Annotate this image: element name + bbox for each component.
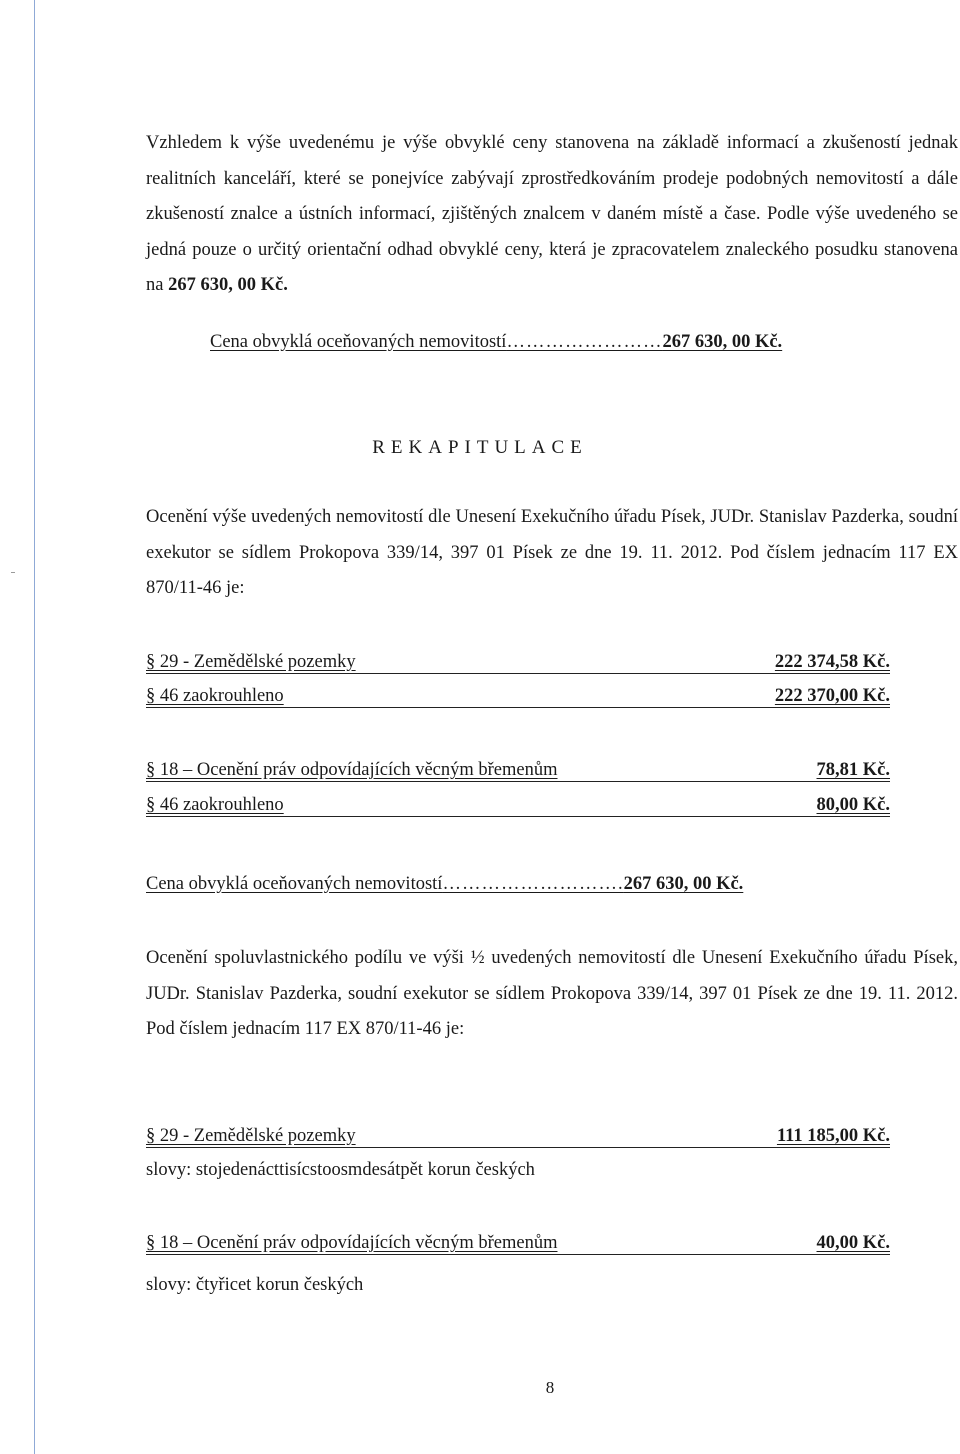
share-intro: Ocenění spoluvlastnického podílu ve výši ½ uvedených nemovitostí dle Unesení Exekučního úřadu Písek, JUDr. Stanislav Pazderka, soudní exekutor se sídlem Prokopova 339/14, 397 01 Písek ze dne 19. 11. 2012. Pod číslem jednacím 117 EX 870/11-46 je: xyxy=(146,948,958,1039)
total-1-dots: …………………… xyxy=(506,332,663,352)
total-2-amount: 267 630, 00 Kč. xyxy=(623,874,744,894)
intro-amount: 267 630, 00 Kč. xyxy=(168,275,288,295)
recap-row-a2-label: § 46 zaokrouhleno xyxy=(146,686,284,706)
recap-row-b1-label: § 18 – Ocenění práv odpovídajících věcným břemenům xyxy=(146,760,558,780)
share-row-1-words: slovy: stojedenácttisícstoosmdesátpět korun českých xyxy=(146,1160,535,1180)
margin-mark xyxy=(11,572,15,573)
section-heading: REKAPITULACE xyxy=(372,437,588,458)
recap-row-a2 xyxy=(146,685,890,708)
share-row-2 xyxy=(146,1232,890,1255)
margin-line xyxy=(34,0,35,1454)
total-2-label: Cena obvyklá oceňovaných nemovitostí xyxy=(146,874,443,894)
page-number: 8 xyxy=(545,1378,555,1397)
recap-row-b1-value: 78,81 Kč. xyxy=(816,760,890,780)
intro-text: Vzhledem k výše uvedenému je výše obvyklé ceny stanovena na základě informací a zkušeností jednak realitních kanceláří, které se ponejvíce zabývají zprostředkováním prodeje podobných nemovitostí a dále zkušeností znalce a ústních informací, zjištěných znalcem v daném místě a čase. Podle výše uvedeného se jedná pouze o určitý orientační odhad obvyklé ceny, která je zpracovatelem znaleckého posudku stanovena na xyxy=(146,133,958,295)
recap-row-a1-label: § 29 - Zemědělské pozemky xyxy=(146,652,356,672)
total-1-label: Cena obvyklá oceňovaných nemovitostí xyxy=(210,332,507,352)
intro-paragraph xyxy=(146,126,958,304)
recap-row-b2 xyxy=(146,794,890,817)
recap-row-a1 xyxy=(146,651,890,674)
total-2-dots: ………………………. xyxy=(442,874,624,894)
recap-row-b2-value: 80,00 Kč. xyxy=(816,795,890,815)
share-row-2-value: 40,00 Kč. xyxy=(816,1233,890,1253)
share-row-1 xyxy=(146,1125,890,1148)
total-line-2 xyxy=(146,873,743,895)
recap-row-b1 xyxy=(146,759,890,782)
total-1-amount: 267 630, 00 Kč. xyxy=(662,332,783,352)
share-row-1-value: 111 185,00 Kč. xyxy=(776,1126,890,1146)
share-row-1-label: § 29 - Zemědělské pozemky xyxy=(146,1126,356,1146)
recap-intro: Ocenění výše uvedených nemovitostí dle Unesení Exekučního úřadu Písek, JUDr. Stanislav Pazderka, soudní exekutor se sídlem Prokopova 339/14, 397 01 Písek ze dne 19. 11. 2012. Pod číslem jednacím 117 EX 870/11-46 je: xyxy=(146,507,958,598)
share-row-2-words: slovy: čtyřicet korun českých xyxy=(146,1275,364,1295)
total-line-1 xyxy=(210,331,782,353)
recap-row-b2-label: § 46 zaokrouhleno xyxy=(146,795,284,815)
recap-row-a1-value: 222 374,58 Kč. xyxy=(774,652,890,672)
share-row-2-label: § 18 – Ocenění práv odpovídajících věcným břemenům xyxy=(146,1233,558,1253)
recap-row-a2-value: 222 370,00 Kč. xyxy=(774,686,890,706)
